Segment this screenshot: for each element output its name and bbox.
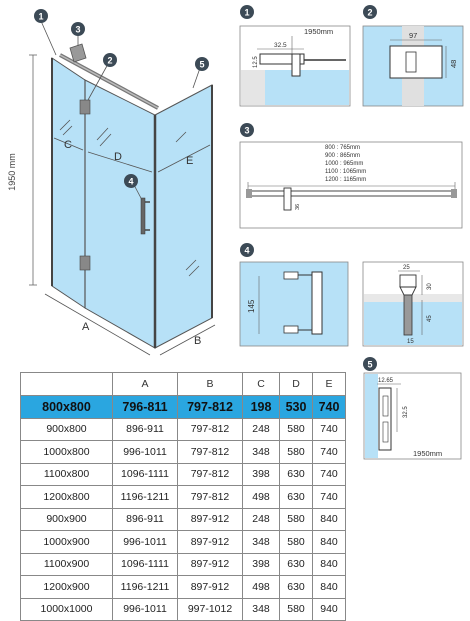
- svg-text:36: 36: [295, 203, 301, 210]
- table-row: [21, 396, 346, 419]
- table-header: D: [280, 373, 313, 396]
- dimension-cell: 398: [243, 553, 280, 576]
- dimension-cell: 740: [313, 463, 346, 486]
- detail-5: [363, 357, 377, 371]
- detail-1: [240, 5, 350, 106]
- detail-drawings: [230, 0, 470, 372]
- detail-2: [363, 5, 463, 106]
- size-cell: 1000x800: [21, 441, 113, 464]
- svg-text:25: 25: [403, 265, 410, 271]
- dimension-cell: 840: [313, 508, 346, 531]
- table-header-row: [21, 373, 346, 396]
- dimension-cell: 997-1012: [178, 598, 243, 621]
- svg-text:5: 5: [367, 359, 373, 370]
- dimension-cell: 896-911: [113, 508, 178, 531]
- dimension-cell: 580: [280, 531, 313, 554]
- size-cell: 1000x900: [21, 531, 113, 554]
- dimension-cell: 740: [313, 486, 346, 509]
- dimension-cell: 580: [280, 508, 313, 531]
- svg-text:900 : 865mm: 900 : 865mm: [325, 153, 361, 159]
- svg-text:32.5: 32.5: [403, 406, 409, 418]
- detail-4-handle: [240, 243, 348, 346]
- svg-text:97: 97: [409, 31, 418, 40]
- table-row: [21, 531, 346, 554]
- dimension-cell: 248: [243, 508, 280, 531]
- dimension-cell: 398: [243, 463, 280, 486]
- main-drawing: [0, 0, 230, 365]
- badge-4: [124, 174, 138, 188]
- dimension-cell: 897-912: [178, 508, 243, 531]
- dimension-cell: 580: [280, 418, 313, 441]
- size-cell: 800x800: [21, 396, 113, 419]
- dimension-cell: 896-911: [113, 418, 178, 441]
- svg-text:1000 : 965mm: 1000 : 965mm: [325, 161, 364, 167]
- dimension-cell: 996-1011: [113, 531, 178, 554]
- badge-3: [71, 22, 85, 36]
- label-d: D: [114, 151, 122, 163]
- table-row: [21, 463, 346, 486]
- dimension-cell: 797-812: [178, 418, 243, 441]
- table-row: [21, 553, 346, 576]
- badge-5: [195, 57, 209, 71]
- svg-text:30: 30: [427, 283, 433, 290]
- dimension-cell: 897-912: [178, 576, 243, 599]
- size-cell: 1100x800: [21, 463, 113, 486]
- dimension-cell: 348: [243, 598, 280, 621]
- svg-text:48: 48: [449, 59, 458, 68]
- dimension-cell: 498: [243, 486, 280, 509]
- table-row: [21, 441, 346, 464]
- badge-1: [34, 9, 48, 23]
- label-e: E: [186, 155, 194, 167]
- svg-text:145: 145: [247, 299, 256, 313]
- table-header: C: [243, 373, 280, 396]
- dimension-cell: 840: [313, 553, 346, 576]
- dimension-table: [20, 372, 346, 621]
- dimension-cell: 348: [243, 531, 280, 554]
- dimension-cell: 198: [243, 396, 280, 419]
- table-header: E: [313, 373, 346, 396]
- dimension-cell: 840: [313, 531, 346, 554]
- size-cell: 1200x800: [21, 486, 113, 509]
- svg-text:1950mm: 1950mm: [304, 27, 334, 36]
- detail-3: [240, 123, 462, 228]
- svg-text:1100 : 1065mm: 1100 : 1065mm: [325, 169, 367, 175]
- dimension-cell: 348: [243, 441, 280, 464]
- svg-text:800 : 765mm: 800 : 765mm: [325, 145, 361, 151]
- svg-text:1200 : 1165mm: 1200 : 1165mm: [325, 177, 367, 183]
- label-b: B: [194, 335, 202, 347]
- dimension-cell: 580: [280, 598, 313, 621]
- height-label: 1950 mm: [7, 153, 17, 191]
- hinge-bottom: [80, 256, 90, 270]
- svg-text:15: 15: [407, 339, 414, 345]
- dimension-cell: 630: [280, 463, 313, 486]
- dimension-cell: 1096-1111: [113, 553, 178, 576]
- svg-text:1: 1: [38, 11, 44, 22]
- dimension-cell: 996-1011: [113, 598, 178, 621]
- door-handle: [141, 198, 145, 234]
- table-row: [21, 486, 346, 509]
- table-row: [21, 508, 346, 531]
- size-cell: 1200x900: [21, 576, 113, 599]
- svg-text:1950mm: 1950mm: [413, 449, 443, 458]
- dimension-cell: 797-812: [178, 396, 243, 419]
- table-header: [21, 373, 113, 396]
- svg-text:4: 4: [244, 245, 250, 256]
- dimension-cell: 940: [313, 598, 346, 621]
- badge-2: [103, 53, 117, 67]
- dimension-cell: 630: [280, 486, 313, 509]
- dimension-cell: 248: [243, 418, 280, 441]
- table-row: [21, 418, 346, 441]
- fixed-glass-panel: [52, 58, 85, 308]
- side-glass-panel: [155, 85, 212, 348]
- svg-text:45: 45: [427, 315, 433, 322]
- svg-text:12.5: 12.5: [253, 56, 259, 68]
- detail-4-section: [363, 262, 463, 346]
- dimension-cell: 498: [243, 576, 280, 599]
- svg-text:1: 1: [244, 7, 250, 18]
- size-cell: 900x800: [21, 418, 113, 441]
- svg-text:3: 3: [244, 125, 250, 136]
- dimension-cell: 797-812: [178, 486, 243, 509]
- dimension-cell: 1196-1211: [113, 486, 178, 509]
- svg-text:2: 2: [367, 7, 373, 18]
- size-cell: 1100x900: [21, 553, 113, 576]
- svg-text:2: 2: [107, 55, 113, 66]
- dimension-cell: 840: [313, 576, 346, 599]
- label-c: C: [64, 139, 72, 151]
- dimension-cell: 996-1011: [113, 441, 178, 464]
- table-header: A: [113, 373, 178, 396]
- dimension-cell: 797-812: [178, 463, 243, 486]
- detail-5-drawing: [363, 372, 463, 462]
- dimension-cell: 897-912: [178, 531, 243, 554]
- svg-text:12.65: 12.65: [378, 378, 394, 384]
- hinge-top: [80, 100, 90, 114]
- table-row: [21, 598, 346, 621]
- dimension-cell: 630: [280, 576, 313, 599]
- label-a: A: [82, 321, 90, 333]
- dimension-cell: 530: [280, 396, 313, 419]
- dimension-cell: 740: [313, 441, 346, 464]
- table-header: B: [178, 373, 243, 396]
- table-row: [21, 576, 346, 599]
- svg-text:4: 4: [128, 176, 134, 187]
- svg-text:3: 3: [75, 24, 81, 35]
- dimension-cell: 740: [313, 418, 346, 441]
- dimension-cell: 740: [313, 396, 346, 419]
- size-cell: 900x900: [21, 508, 113, 531]
- dimension-cell: 580: [280, 441, 313, 464]
- size-cell: 1000x1000: [21, 598, 113, 621]
- dimension-cell: 897-912: [178, 553, 243, 576]
- svg-text:5: 5: [199, 59, 205, 70]
- svg-text:32.5: 32.5: [274, 42, 287, 49]
- dimension-cell: 797-812: [178, 441, 243, 464]
- dimension-cell: 796-811: [113, 396, 178, 419]
- dimension-cell: 630: [280, 553, 313, 576]
- dimension-cell: 1196-1211: [113, 576, 178, 599]
- dimension-cell: 1096-1111: [113, 463, 178, 486]
